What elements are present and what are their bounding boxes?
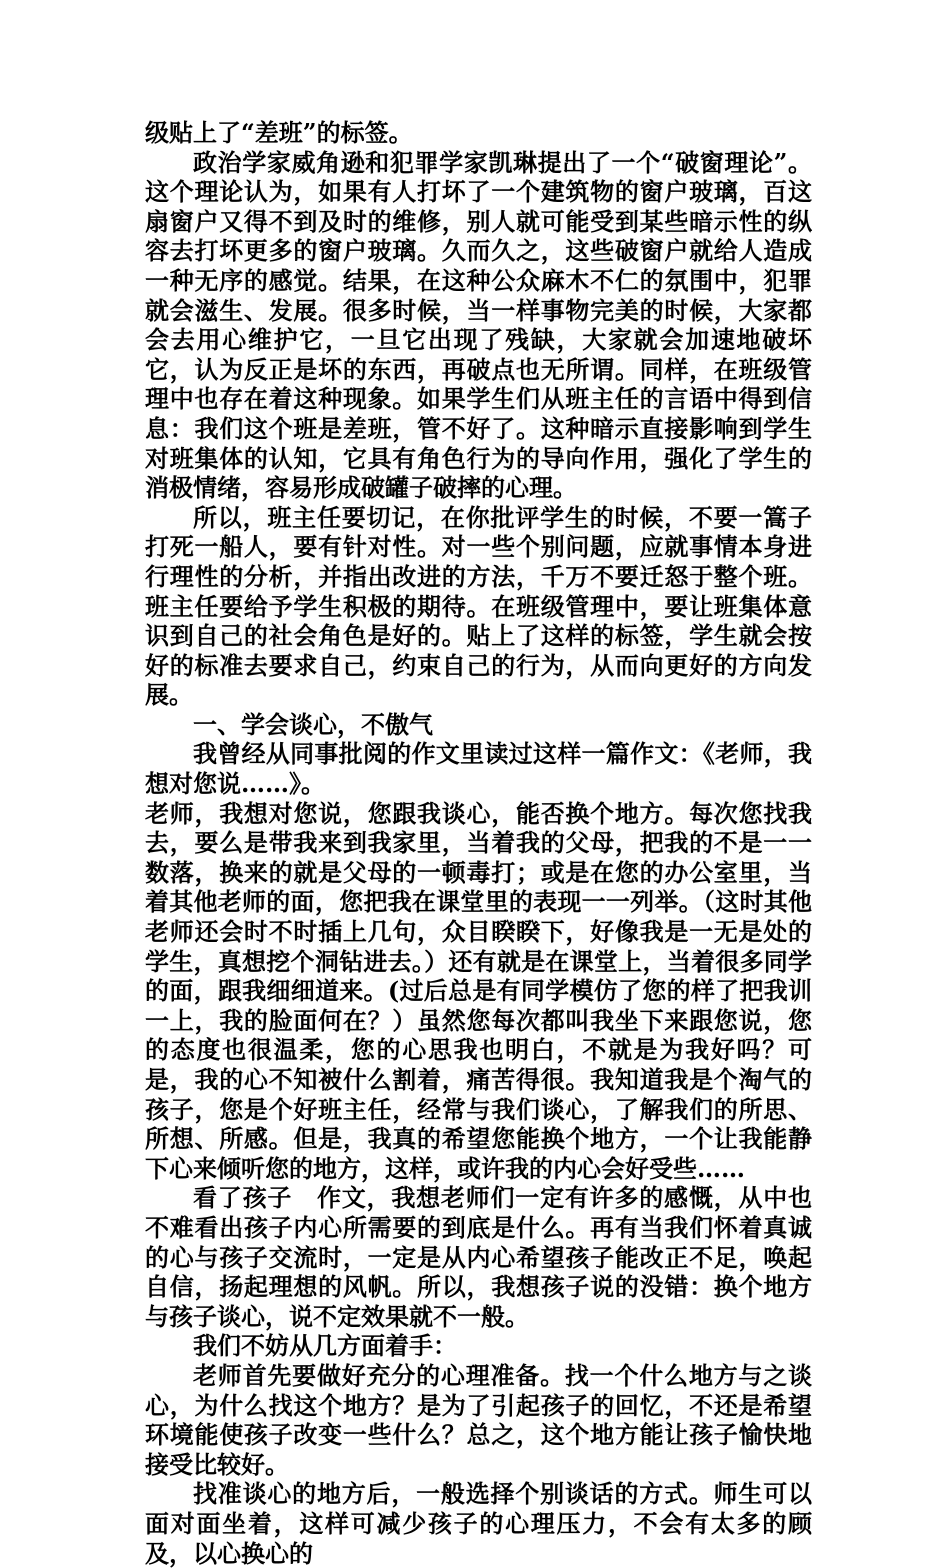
paragraph-4: 我曾经从同事批阅的作文里读过这样一篇作文：《老师，我想对您说……》。 — [145, 739, 812, 799]
section-heading: 一、学会谈心，不傲气 — [193, 709, 433, 739]
essay-quote: 老师，我想对您说，您跟我谈心，能否换个地方。每次您找我去，要么是带我来到我家里，当着我的父母，把我的不是一一数落，换来的就是父母的一顿毒打；或是在您的办公室里，当着其他老师的面，您把我在课堂里的表现一一列举。（这时其他老师还会时不时插上几句，众目睽睽下，好像我是一无是处的学生，真想挖个洞钻进去。）还有就是在课堂上，当着很多同学的面，跟我细细道来。(过后总是有同学模仿了您的样了把我训一上，我的脸面何在？）虽然您每次都叫我坐下来跟您说，您的态度也很温柔，您的心思我也明白，不就是为我好吗？可是，我的心不知被什么割着，痛苦得很。我知道我是个淘气的孩子，您是个好班主任，经常与我们谈心，了解我们的所思、所想、所感。但是，我真的希望您能换个地方，一个让我能静下心来倾听您的地方，这样，或许我的内心会好受些…… — [145, 798, 812, 1183]
paragraph-7: 老师首先要做好充分的心理准备。找一个什么地方与之谈心，为什么找这个地方？是为了引起孩子的回忆，不还是希望环境能使孩子改变一些什么？总之，这个地方能让孩子愉快地接受比较好。 — [145, 1360, 812, 1479]
paragraph-8: 找准谈心的地方后，一般选择个别谈话的方式。师生可以面对面坐着，这样可减少孩子的心理压力，不会有太多的顾及，以心换心的 — [145, 1479, 812, 1568]
paragraph-2: 政治学家威角逊和犯罪学家凯琳提出了一个“破窗理论”。这个理论认为，如果有人打坏了一个建筑物的窗户玻璃，百这扇窗户又得不到及时的维修，别人就可能受到某些暗示性的纵容去打坏更多的窗户玻璃。久而久之，这些破窗户就给人造成一种无序的感觉。结果，在这种公众麻木不仁的氛围中，犯罪就会滋生、发展。很多时候，当一样事物完美的时候，大家都会去用心维护它，一旦它出现了残缺，大家就会加速地破坏它，认为反正是坏的东西，再破点也无所谓。同样，在班级管理中也存在着这种现象。如果学生们从班主任的言语中得到信息：我们这个班是差班，管不好了。这种暗示直接影响到学生对班集体的认知，它具有角色行为的导向作用，强化了学生的消极情绪，容易形成破罐子破摔的心理。 — [145, 147, 812, 503]
paragraph-5: 看了孩子 作文，我想老师们一定有许多的感慨，从中也不难看出孩子内心所需要的到底是什么。再有当我们怀着真诚的心与孩子交流时，一定是从内心希望孩子能改正不足，唤起自信，扬起理想的风帆。所以，我想孩子说的没错：换个地方与孩子谈心，说不定效果就不一般。 — [145, 1183, 812, 1331]
paragraph-1: 级贴上了“差班”的标签。 — [145, 118, 413, 147]
document-page — [145, 118, 812, 1568]
paragraph-3: 所以，班主任要切记，在你批评学生的时候，不要一篙子打死一船人，要有针对性。对一些个别问题，应就事情本身进行理性的分析，并指出改进的方法，千万不要迁怒于整个班。班主任要给予学生积极的期待。在班级管理中，要让班集体意识到自己的社会角色是好的。贴上了这样的标签，学生就会按好的标准去要求自己，约束自己的行为，从而向更好的方向发展。 — [145, 502, 812, 710]
paragraph-6: 我们不妨从几方面着手： — [193, 1331, 457, 1361]
